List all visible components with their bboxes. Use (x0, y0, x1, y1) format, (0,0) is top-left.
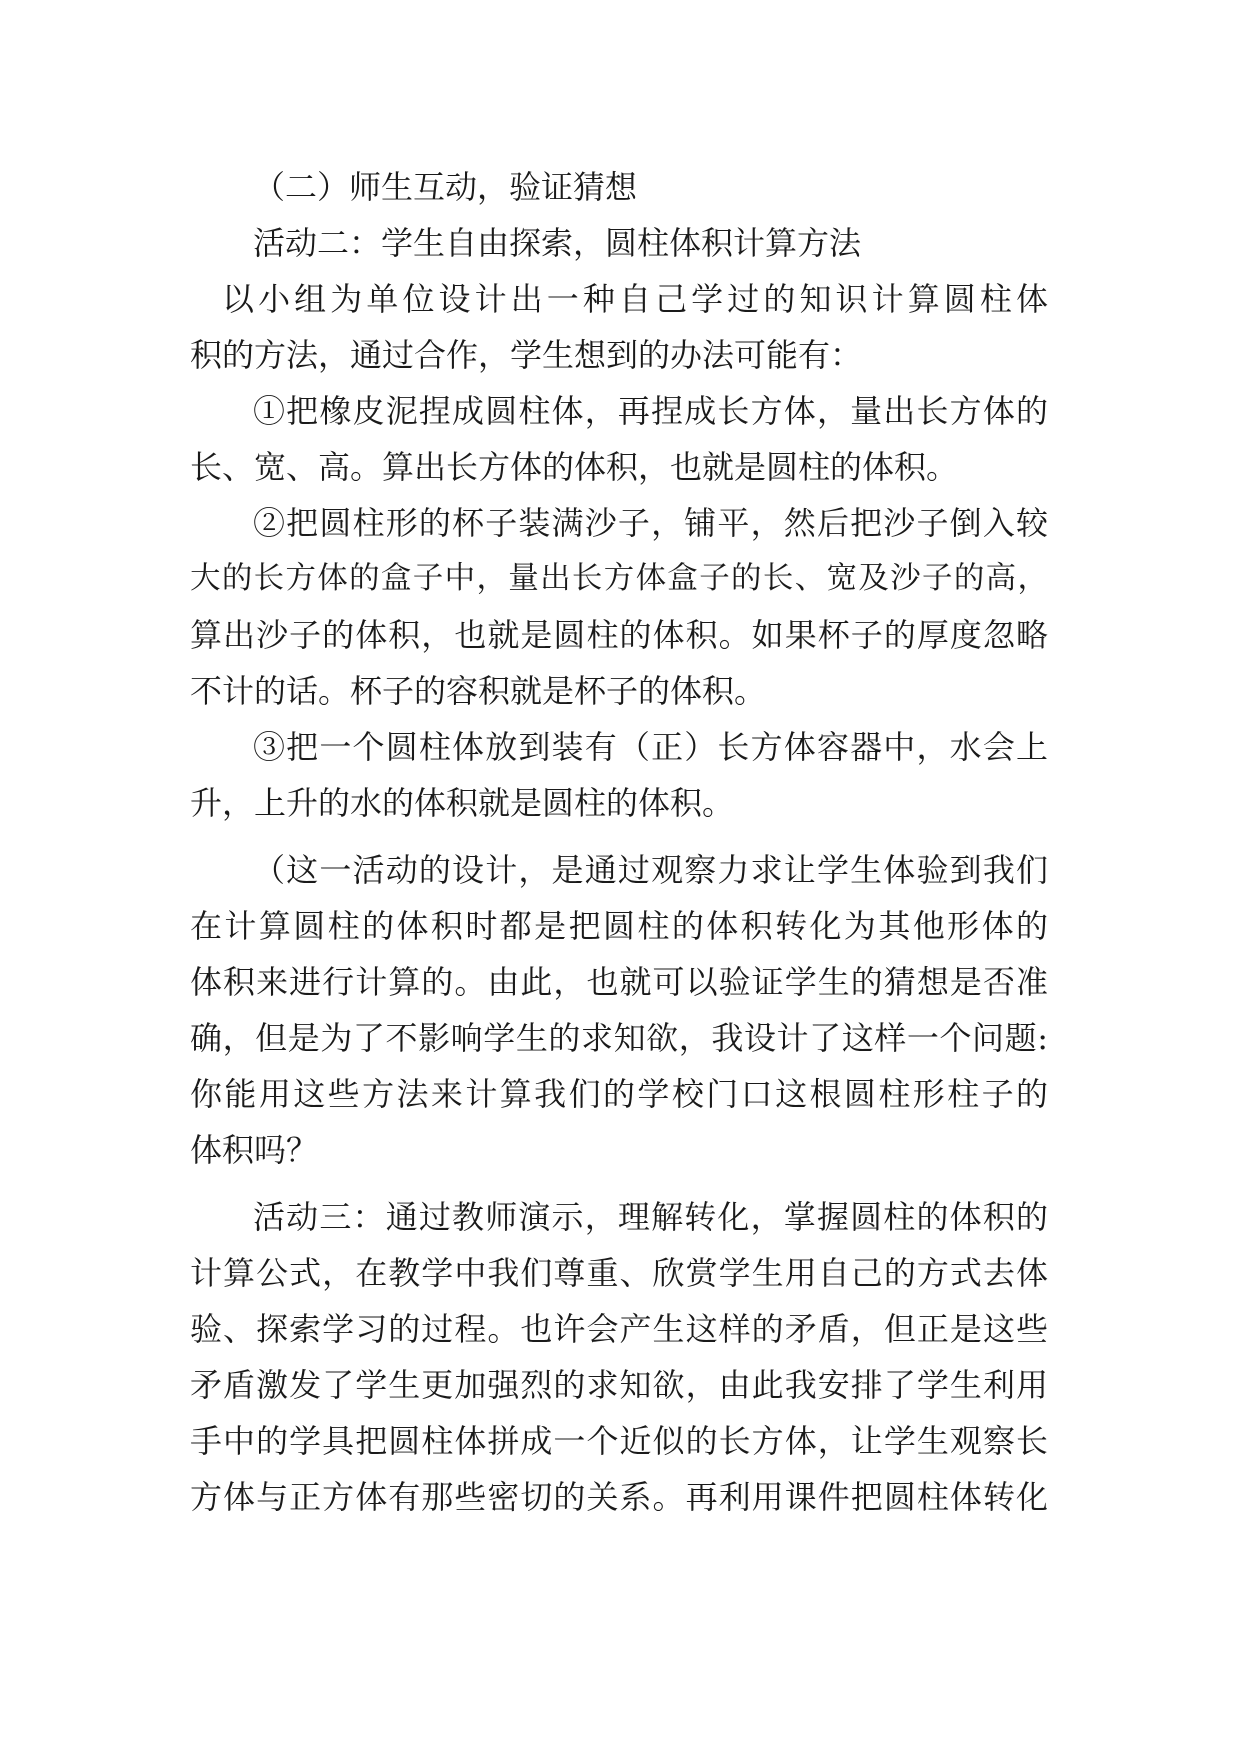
text-line: 确，但是为了不影响学生的求知欲，我设计了这样一个问题: (190, 1019, 1048, 1057)
text-line: ①把橡皮泥捏成圆柱体，再捏成长方体，量出长方体的 (253, 392, 1048, 430)
activity-two-heading: 活动二：学生自由探索，圆柱体积计算方法 (253, 224, 862, 262)
text-line: 不计的话。杯子的容积就是杯子的体积。 (190, 672, 767, 710)
text-line: 手中的学具把圆柱体拼成一个近似的长方体，让学生观察长 (190, 1422, 1048, 1460)
text-line: 验、探索学习的过程。也许会产生这样的矛盾，但正是这些 (190, 1310, 1048, 1348)
text-line: 大的长方体的盒子中，量出长方体盒子的长、宽及沙子的高， (190, 561, 1048, 596)
text-line: 升，上升的水的体积就是圆柱的体积。 (190, 784, 735, 822)
text-line: （这一活动的设计，是通过观察力求让学生体验到我们 (253, 851, 1048, 889)
text-line: 体积吗？ (190, 1131, 319, 1169)
text-line: 你能用这些方法来计算我们的学校门口这根圆柱形柱子的 (190, 1075, 1048, 1113)
text-line: 在计算圆柱的体积时都是把圆柱的体积转化为其他形体的 (190, 907, 1048, 945)
text-line: 以小组为单位设计出一种自己学过的知识计算圆柱体 (222, 280, 1048, 318)
text-line: 活动三：通过教师演示，理解转化，掌握圆柱的体积的 (253, 1198, 1048, 1236)
text-line: 算出沙子的体积，也就是圆柱的体积。如果杯子的厚度忽略 (190, 616, 1048, 654)
text-line: ②把圆柱形的杯子装满沙子，铺平，然后把沙子倒入较 (253, 504, 1048, 542)
text-line: 体积来进行计算的。由此，也就可以验证学生的猜想是否准 (190, 963, 1048, 1001)
text-line: 矛盾激发了学生更加强烈的求知欲，由此我安排了学生利用 (190, 1366, 1048, 1404)
text-line: ③把一个圆柱体放到装有（正）长方体容器中，水会上 (253, 728, 1048, 766)
text-line: 长、宽、高。算出长方体的体积，也就是圆柱的体积。 (190, 448, 959, 486)
section-heading: （二）师生互动，验证猜想 (253, 168, 638, 206)
text-line: 积的方法，通过合作，学生想到的办法可能有： (190, 336, 863, 374)
text-line: 计算公式，在教学中我们尊重、欣赏学生用自己的方式去体 (190, 1254, 1048, 1292)
text-line: 方体与正方体有那些密切的关系。再利用课件把圆柱体转化 (190, 1478, 1048, 1516)
